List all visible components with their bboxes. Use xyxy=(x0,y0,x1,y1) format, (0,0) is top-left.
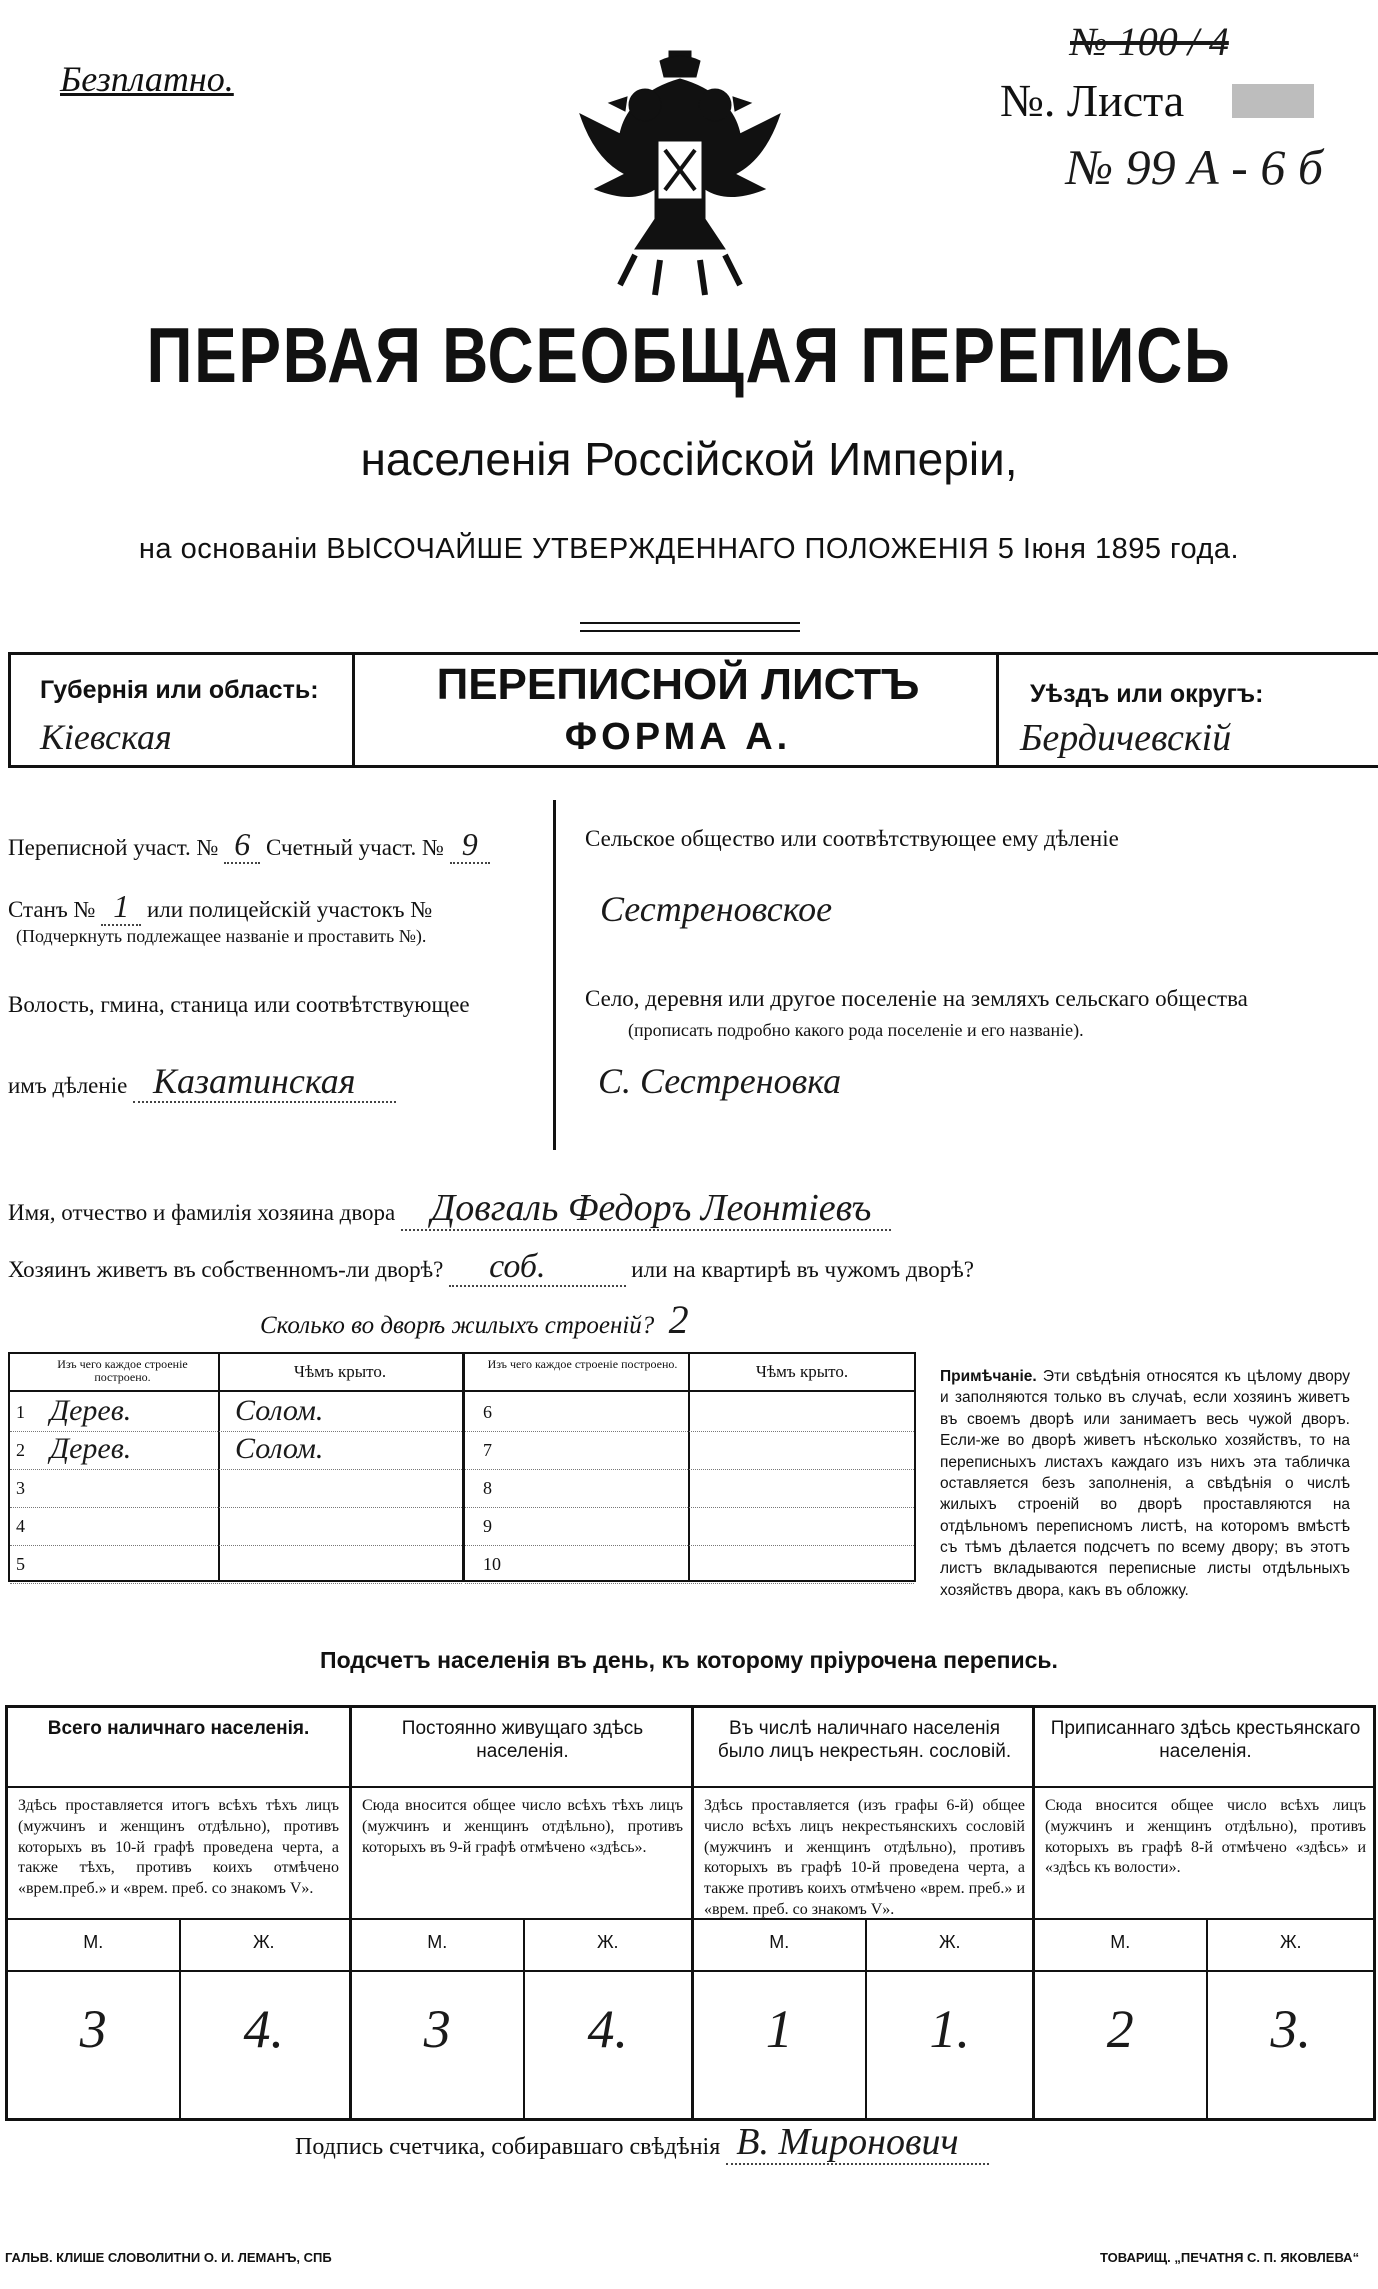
female-count: 4. xyxy=(243,1999,284,2059)
count-desc: Здѣсь проставляется итогъ всѣхъ тѣхъ лицъ (мужчинъ и женщинъ отдѣльно), противъ которыхъ въ 10-й графѣ проведена черта, а также тѣхъ, противъ коихъ отмѣчено «врем.преб.» и «врем. преб. со знакомъ V». xyxy=(18,1797,339,1898)
page-subtitle: населенія Россійской Имперіи, xyxy=(360,433,1018,485)
count-head: Приписаннаго здѣсь крестьянскаго населенія. xyxy=(1050,1718,1361,1762)
free-label: Безплатно. xyxy=(60,59,234,99)
residence-line xyxy=(8,1248,974,1286)
row-number: 6 xyxy=(483,1402,492,1422)
imprint-left: ГАЛЬВ. КЛИШЕ СЛОВОЛИТНИ О. И. ЛЕМАНЪ, СПБ xyxy=(5,2250,332,2265)
ornament-divider xyxy=(580,622,800,632)
male-count: 1 xyxy=(765,1999,793,2059)
count-column xyxy=(349,1708,693,2118)
female-count: 4. xyxy=(587,1999,628,2059)
buildings-table xyxy=(8,1352,916,1582)
divider xyxy=(8,765,1378,768)
underline-note: (Подчеркнуть подлежащее названіе и проставить №). xyxy=(16,926,427,946)
form-title: ПЕРЕПИСНОЙ ЛИСТЪ xyxy=(436,660,920,709)
row-material: Дерев. xyxy=(50,1394,132,1427)
sheet-hand-number: № 99 А - 6 б xyxy=(1066,139,1323,195)
uezd-value: Бердичевскій xyxy=(1020,717,1232,759)
uezd-label: Уѣздъ или округъ: xyxy=(1030,680,1264,708)
stan-label: Станъ xyxy=(8,897,68,922)
male-count: 3 xyxy=(423,1999,451,2059)
village-value: С. Сестреновка xyxy=(598,1061,842,1101)
buildings-label: Сколько во дворѣ жилыхъ строеній? xyxy=(260,1312,655,1339)
table-row xyxy=(10,1470,462,1508)
stan-no-label: № xyxy=(73,897,96,922)
buildings-value: 2 xyxy=(668,1297,689,1342)
owner-line xyxy=(8,1186,891,1230)
female-label: Ж. xyxy=(938,1932,961,1952)
divider xyxy=(553,800,556,1150)
count-column xyxy=(8,1708,349,2118)
female-label: Ж. xyxy=(1279,1932,1302,1952)
signature-value: В. Миронович xyxy=(726,2121,988,2165)
rural-society-label: Сельское общество или соотвѣтствующее ему дѣленіе xyxy=(585,826,1119,851)
male-label: М. xyxy=(427,1932,448,1952)
gubernia-value: Кіевская xyxy=(40,717,172,757)
count-desc: Сюда вносится общее число всѣхъ лицъ (мужчинъ и женщинъ отдѣльно), противъ которыхъ въ графѣ 8-й отмѣчено «здѣсь» и «здѣсь къ волости». xyxy=(1045,1797,1366,1877)
count-desc: Сюда вносится общее число всѣхъ тѣхъ лицъ (мужчинъ и женщинъ отдѣльно), противъ которыхъ въ 9-й графѣ отмѣчено «здѣсь». xyxy=(362,1797,683,1856)
count-table xyxy=(5,1705,1376,2121)
table-row xyxy=(465,1546,914,1584)
counting-no-label: № xyxy=(421,835,444,860)
table-row xyxy=(465,1394,914,1432)
crossed-number: № 100 / 4 xyxy=(1070,19,1229,64)
divider xyxy=(8,652,1378,655)
row-number: 5 xyxy=(16,1554,25,1574)
row-number: 9 xyxy=(483,1516,492,1536)
precinct-label: Переписной участ. xyxy=(8,835,191,860)
page-title: ПЕРВАЯ ВСЕОБЩАЯ ПЕРЕПИСЬ xyxy=(146,311,1232,399)
volost-line xyxy=(8,1060,396,1102)
sheet-number-stamp xyxy=(1232,84,1314,118)
precinct-value: 6 xyxy=(224,826,260,864)
legal-basis: на основаніи ВЫСОЧАЙШЕ УТВЕРЖДЕННАГО ПОЛОЖЕНІЯ 5 Іюня 1895 года. xyxy=(138,533,1240,565)
count-title: Подсчетъ населенія въ день, къ которому пріурочена перепись. xyxy=(320,1647,1058,1673)
col-roof-left: Чѣмъ крыто. xyxy=(293,1362,387,1381)
count-column xyxy=(691,1708,1035,2118)
row-number: 10 xyxy=(483,1554,501,1574)
count-head: Въ числѣ наличнаго населенія было лицъ некрестьян. сословій. xyxy=(717,1718,1012,1762)
female-count: 3. xyxy=(1270,1999,1311,2059)
note-text: Эти свѣдѣнія относятся къ цѣлому двору и заполняются только въ случаѣ, если хозяинъ живетъ въ своемъ дворѣ или занимаетъ весь чужой дворъ. Если-же во дворѣ живетъ нѣсколько хозяйствъ, то на переписныхъ листахъ каждаго изъ нихъ эта табличка оставляется безъ заполненія, а свѣдѣнія о числѣ жилыхъ строеній во дворѣ проставляются на отдѣльномъ переписномъ листѣ, на которомъ вмѣстѣ съ тѣмъ дѣлается подсчетъ по всему двору; въ этотъ листъ вкладываются переписные листы отдѣльныхъ хозяйствъ двора, какъ въ обложку. xyxy=(940,1368,1350,1599)
row-number: 7 xyxy=(483,1440,492,1460)
stan-value: 1 xyxy=(101,888,141,926)
col-material-left: Изъ чего каждое строеніе построено. xyxy=(57,1357,188,1385)
note-block xyxy=(940,1366,1350,1601)
male-label: М. xyxy=(83,1932,104,1952)
female-count: 1. xyxy=(929,1999,970,2059)
male-label: М. xyxy=(1110,1932,1131,1952)
count-desc: Здѣсь проставляется (изъ графы 6-й) общее число всѣхъ лицъ некрестьянскихъ сословій (мужчинъ и женщинъ отдѣльно), противъ которыхъ въ графѣ 10-й проведена черта, а также противъ коихъ отмѣчено «врем. преб.» и «врем. преб. со знакомъ V». xyxy=(704,1797,1025,1918)
village-label: Село, деревня или другое поселеніе на земляхъ сельскаго общества xyxy=(585,986,1248,1011)
table-row xyxy=(465,1432,914,1470)
imprint-right: ТОВАРИЩ. „ПЕЧАТНЯ С. П. ЯКОВЛЕВА“ xyxy=(1100,2250,1360,2265)
note-title: Примѣчаніе. xyxy=(940,1368,1037,1385)
owner-name-label: Имя, отчество и фамилія хозяина двора xyxy=(8,1200,396,1225)
female-label: Ж. xyxy=(252,1932,275,1952)
own-yard-value: соб. xyxy=(449,1248,625,1287)
sheet-label: №. Листа xyxy=(1000,75,1185,126)
precinct-no-label: № xyxy=(196,835,219,860)
row-roof: Солом. xyxy=(235,1394,324,1427)
col-material-right: Изъ чего каждое строеніе построено. xyxy=(487,1357,678,1371)
imperial-eagle-icon xyxy=(565,45,795,310)
col-roof-right: Чѣмъ крыто. xyxy=(755,1362,849,1381)
row-material: Дерев. xyxy=(50,1432,132,1465)
village-note: (прописать подробно какого рода поселеніе и его названіе). xyxy=(628,1020,1084,1040)
counting-precinct-label: Счетный участ. xyxy=(265,835,417,860)
divider xyxy=(352,652,355,768)
male-count: 2 xyxy=(1106,1999,1134,2059)
police-precinct-label: или полицейскій участокъ xyxy=(146,897,405,922)
own-yard-label: Хозяинъ живетъ въ собственномъ-ли дворѣ? xyxy=(8,1257,444,1282)
precinct-line xyxy=(8,826,490,863)
female-label: Ж. xyxy=(596,1932,619,1952)
count-head: Постоянно живущаго здѣсь населенія. xyxy=(401,1718,644,1762)
male-label: М. xyxy=(769,1932,790,1952)
row-number: 2 xyxy=(16,1440,25,1460)
male-count: 3 xyxy=(79,1999,107,2059)
table-row xyxy=(10,1432,462,1470)
rented-yard-label: или на квартирѣ въ чужомъ дворѣ? xyxy=(631,1257,975,1282)
division-label: имъ дѣленіе xyxy=(8,1073,128,1098)
row-number: 1 xyxy=(16,1402,25,1422)
row-number: 8 xyxy=(483,1478,492,1498)
owner-name-value: Довгаль Федоръ Леонтіевъ xyxy=(401,1187,891,1231)
table-row xyxy=(10,1546,462,1584)
signature-line xyxy=(295,2120,989,2164)
count-head: Всего наличнаго населенія. xyxy=(47,1718,310,1739)
volost-label: Волость, гмина, станица или соотвѣтствующее xyxy=(8,992,470,1017)
row-roof: Солом. xyxy=(235,1432,324,1465)
form-subtitle: ФОРМА А. xyxy=(564,716,792,758)
table-row xyxy=(10,1394,462,1432)
gubernia-label: Губернія или область: xyxy=(40,676,319,704)
divider xyxy=(996,652,999,768)
police-no-label: № xyxy=(410,897,433,922)
signature-label: Подпись счетчика, собиравшаго свѣдѣнія xyxy=(295,2134,721,2160)
stan-line xyxy=(8,888,432,925)
table-row xyxy=(465,1470,914,1508)
volost-value: Казатинская xyxy=(133,1061,395,1103)
table-row xyxy=(465,1508,914,1546)
row-number: 4 xyxy=(16,1516,25,1536)
row-number: 3 xyxy=(16,1478,25,1498)
rural-society-value: Сестреновское xyxy=(600,889,833,929)
divider xyxy=(8,652,11,768)
buildings-line xyxy=(260,1296,689,1343)
table-row xyxy=(10,1508,462,1546)
count-column xyxy=(1032,1708,1376,2118)
counting-precinct-value: 9 xyxy=(450,826,490,864)
